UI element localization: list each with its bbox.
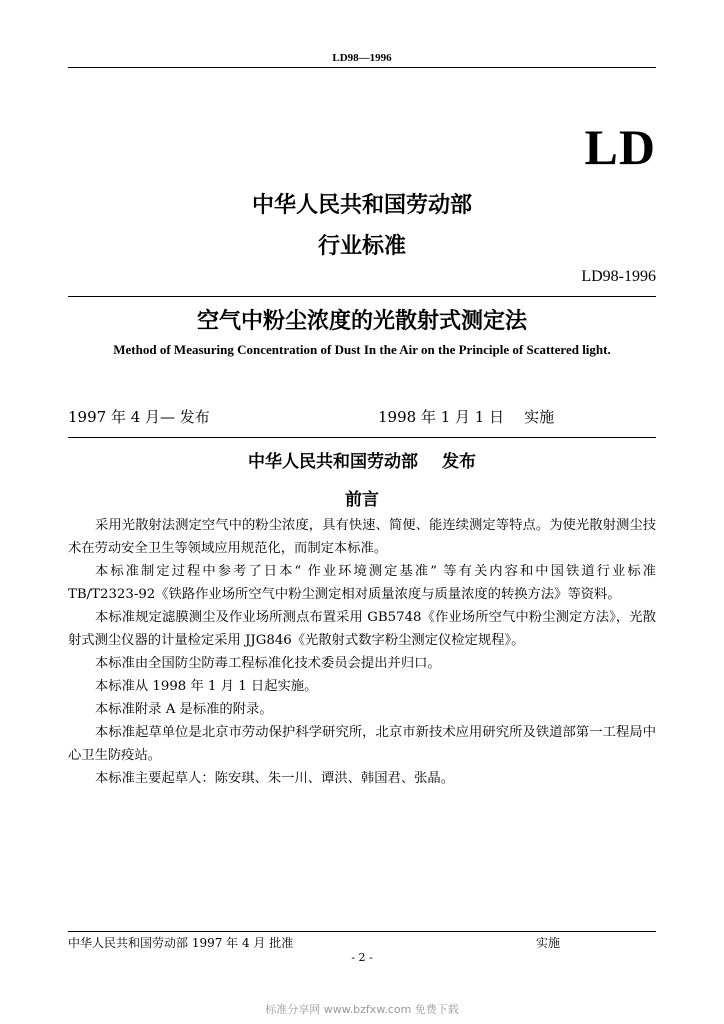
issuer-org: 中华人民共和国劳动部 <box>248 452 418 472</box>
standard-logo: LD <box>584 119 656 175</box>
foreword-paragraph: 本标准主要起草人：陈安琪、朱一川、谭洪、韩国君、张晶。 <box>95 771 455 786</box>
issuer-action: 发布 <box>442 452 476 472</box>
foreword-paragraph: 本标准起草单位是北京市劳动保护科学研究所，北京市新技术应用研究所及铁道部第一工程局中心卫生防疫站。 <box>68 725 656 763</box>
header-standard-code: LD98—1996 <box>332 52 392 64</box>
dates-rule <box>68 437 656 438</box>
document-title-english: Method of Measuring Concentration of Dust In the Air on the Principle of Scattered light. <box>113 342 611 357</box>
foreword-paragraph: 本标准从 1998 年 1 月 1 日起实施。 <box>95 679 318 694</box>
issuer-line <box>0 447 724 472</box>
document-title-chinese: 空气中粉尘浓度的光散射式测定法 <box>196 309 527 334</box>
foreword-heading: 前言 <box>345 490 379 510</box>
standard-number: LD98-1996 <box>581 268 656 285</box>
effective-label: 实施 <box>524 408 555 426</box>
footer-implement: 实施 <box>536 936 561 950</box>
foreword-paragraph: 本标准附录 A 是标准的附录。 <box>95 702 273 717</box>
header-rule <box>68 67 656 68</box>
watermark-text: 标准分享网 www.bzfxw.com 免费下载 <box>265 1003 459 1016</box>
page-number: - 2 - <box>351 951 373 964</box>
foreword-paragraph: 本标准制定过程中参考了日本“ 作业环境测定基准” 等有关内容和中国铁道行业标准 TB/T2323-92《铁路作业场所空气中粉尘测定相对质量浓度与质量浓度的转换方法》等资料。 <box>68 564 656 602</box>
title-top-rule <box>68 296 656 297</box>
foreword-body <box>68 514 656 790</box>
effective-date: 1998 年 1 月 1 日 <box>378 408 505 426</box>
foreword-paragraph: 本标准规定滤膜测尘及作业场所测点布置采用 GB5748《作业场所空气中粉尘测定方法》，光散射式测尘仪器的计量检定采用 JJG846《光散射式数字粉尘测定仪检定规程》。 <box>68 610 656 648</box>
effective-date-group <box>378 406 554 427</box>
issue-date: 1997 年 4 月— 发布 <box>68 408 210 426</box>
ministry-name: 中华人民共和国劳动部 <box>251 193 472 218</box>
standard-type: 行业标准 <box>317 234 406 259</box>
foreword-paragraph: 本标准由全国防尘防毒工程标准化技术委员会提出并归口。 <box>95 656 441 671</box>
foreword-paragraph: 采用光散射法测定空气中的粉尘浓度，具有快速、简便、能连续测定等特点。为使光散射测尘技术在劳动安全卫生等领域应用规范化，而制定本标准。 <box>68 518 656 556</box>
footer-approval: 中华人民共和国劳动部 1997 年 4 月 批准 <box>68 936 294 950</box>
footer-rule <box>68 931 656 932</box>
